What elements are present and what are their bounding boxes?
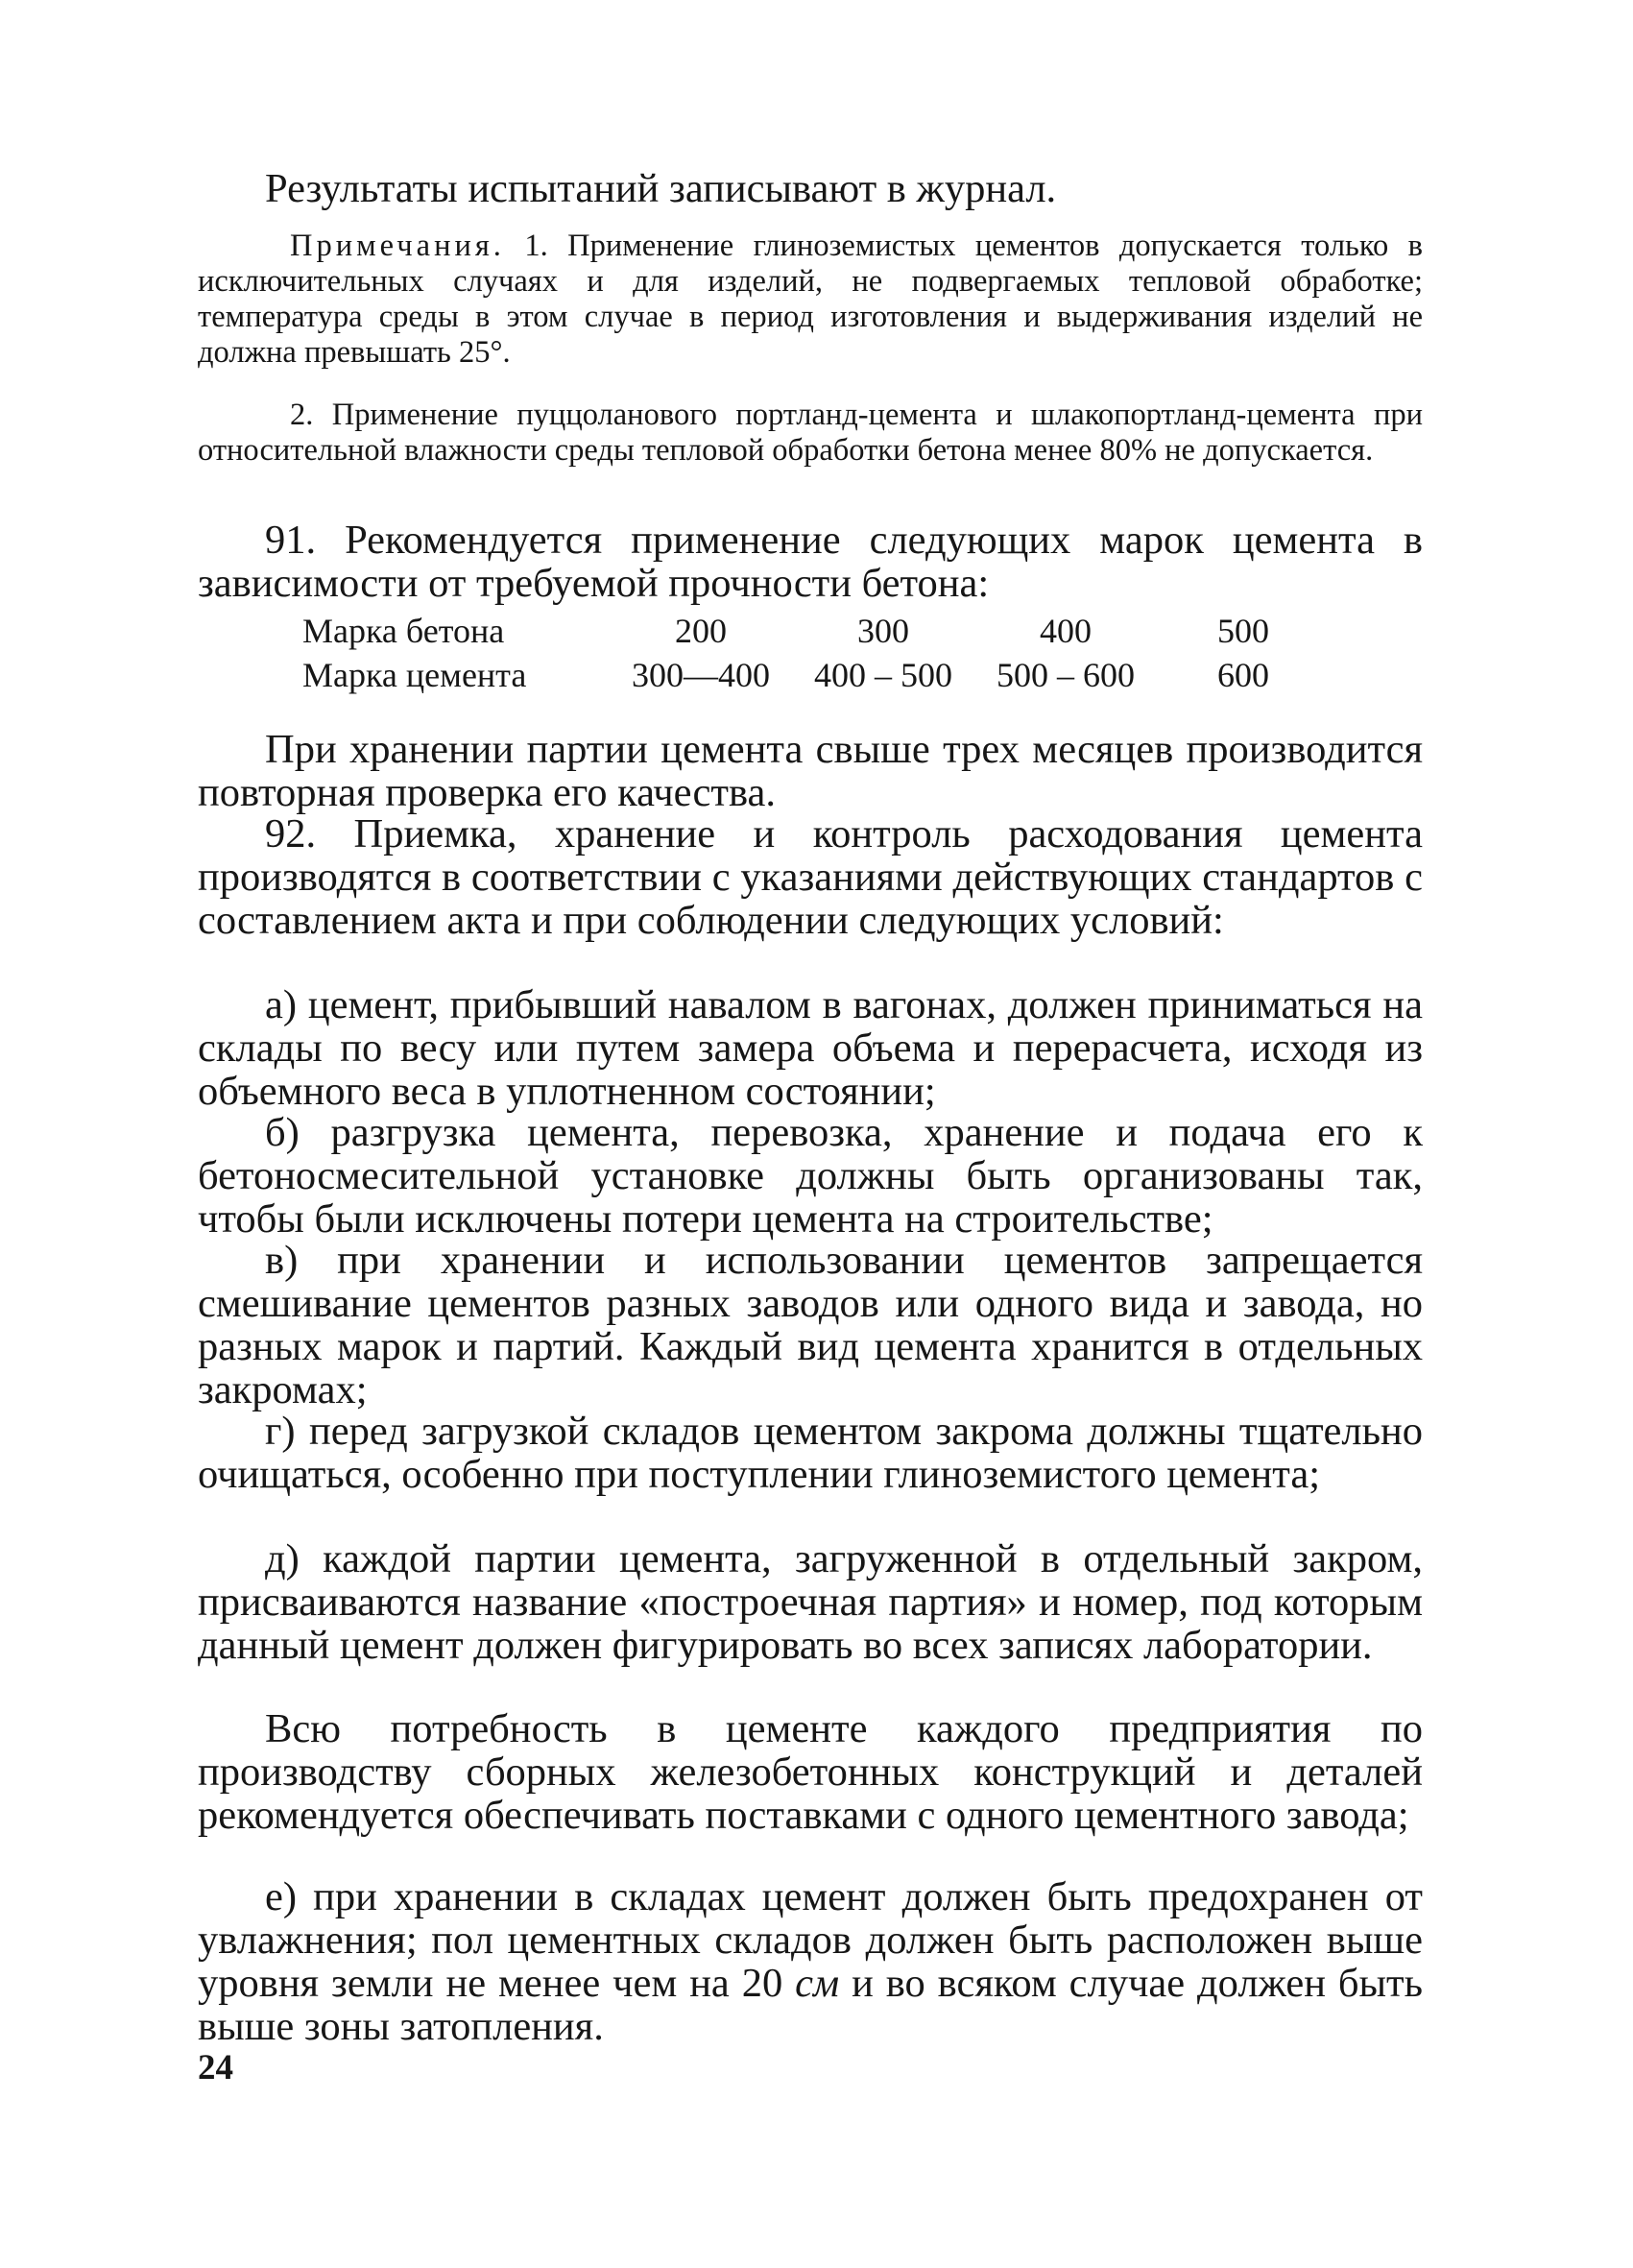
item-e-unit: см — [795, 1961, 840, 2006]
item-e-end: и во всяком случае должен быть выше зоны затопления. — [198, 1961, 1423, 2049]
paragraph-91-text: 91. Рекомендуется применение следующих марок цемента в зависимости от требуемой прочности бетона: — [198, 518, 1423, 606]
storage-check-text: При хранении партии цемента свыше трех месяцев производится повторная проверка его качества. — [198, 727, 1423, 815]
item-b — [198, 1111, 1423, 1241]
table-cell: 600 — [1217, 656, 1269, 694]
notes-label: Примечания. — [290, 229, 505, 263]
table-cell: 200 — [675, 612, 727, 650]
item-e-text — [198, 1875, 1423, 2048]
paragraph-92-text: 92. Приемка, хранение и контроль расходования цемента производятся в соответствии с указаниями действующих стандартов с составлением акта и при соблюдении следующих условий: — [198, 811, 1423, 943]
item-v-text: в) при хранении и использовании цементов запрещается смешивание цементов разных заводов или одного вида и завода, но разных марок и партий. Каждый вид цемента хранится в отдельных закромах; — [198, 1238, 1423, 1412]
table-cell: Марка цемента — [302, 656, 527, 694]
table-cell: 400 – 500 — [814, 656, 952, 694]
cement-grade-table — [302, 609, 1320, 697]
table-cell: 500 – 600 — [997, 656, 1135, 694]
table-cell: 400 — [1040, 612, 1092, 650]
item-a-text: а) цемент, прибывший навалом в вагонах, должен приниматься на склады по весу или путем замера объема и перерасчета, исходя из объемного веса в уплотненном состоянии; — [198, 982, 1423, 1114]
table-cell: 300 — [857, 612, 909, 650]
item-d — [198, 1537, 1423, 1667]
table-cell: 300—400 — [632, 656, 770, 694]
item-e — [198, 1875, 1423, 2048]
paragraph-91 — [198, 519, 1423, 605]
page-number: 24 — [198, 2048, 233, 2087]
item-b-text: б) разгрузка цемента, перевозка, хранение и подача его к бетоносмесительной установке должны быть организованы так, чтобы были исключены потери цемента на строительстве; — [198, 1110, 1423, 1242]
results-line — [198, 167, 1423, 210]
table-row — [302, 653, 1320, 697]
note-1 — [198, 229, 1423, 371]
note-2 — [198, 398, 1423, 469]
supply-paragraph — [198, 1707, 1423, 1837]
note-1-text: 1. Применение глиноземистых цементов допускается только в исключительных случаях и для изделий, не подвергаемых тепловой обработке; температура среды в этом случае в период изготовления и выдерживания изделий не должна превышать 25°. — [198, 229, 1423, 370]
supply-text: Всю потребность в цементе каждого предприятия по производству сборных железобетонных конструкций и деталей рекомендуется обеспечивать поставками с одного цементного завода; — [198, 1706, 1423, 1838]
table-cell: 500 — [1217, 612, 1269, 650]
table-row — [302, 609, 1320, 653]
results-line-text: Результаты испытаний записывают в журнал. — [265, 166, 1057, 211]
item-g-text: г) перед загрузкой складов цементом закрома должны тщательно очищаться, особенно при поступлении глиноземистого цемента; — [198, 1409, 1423, 1497]
item-g — [198, 1410, 1423, 1496]
item-d-text: д) каждой партии цемента, загруженной в отдельный закром, присваиваются название «построечная партия» и номер, под которым данный цемент должен фигурировать во всех записях лаборатории. — [198, 1536, 1423, 1668]
note-2-text: 2. Применение пуццоланового портланд-цемента и шлакопортланд-цемента при относительной влажности среды тепловой обработки бетона менее 80% не допускается. — [198, 398, 1423, 468]
table-cell: Марка бетона — [302, 612, 505, 650]
item-v — [198, 1239, 1423, 1411]
item-a — [198, 983, 1423, 1113]
item-e-start: е) при хранении в складах цемент должен быть предохранен от увлажнения; пол цементных складов должен быть расположен выше уровня земли не менее чем на 20 — [198, 1874, 1423, 2006]
storage-check-paragraph — [198, 728, 1423, 814]
paragraph-92 — [198, 812, 1423, 942]
